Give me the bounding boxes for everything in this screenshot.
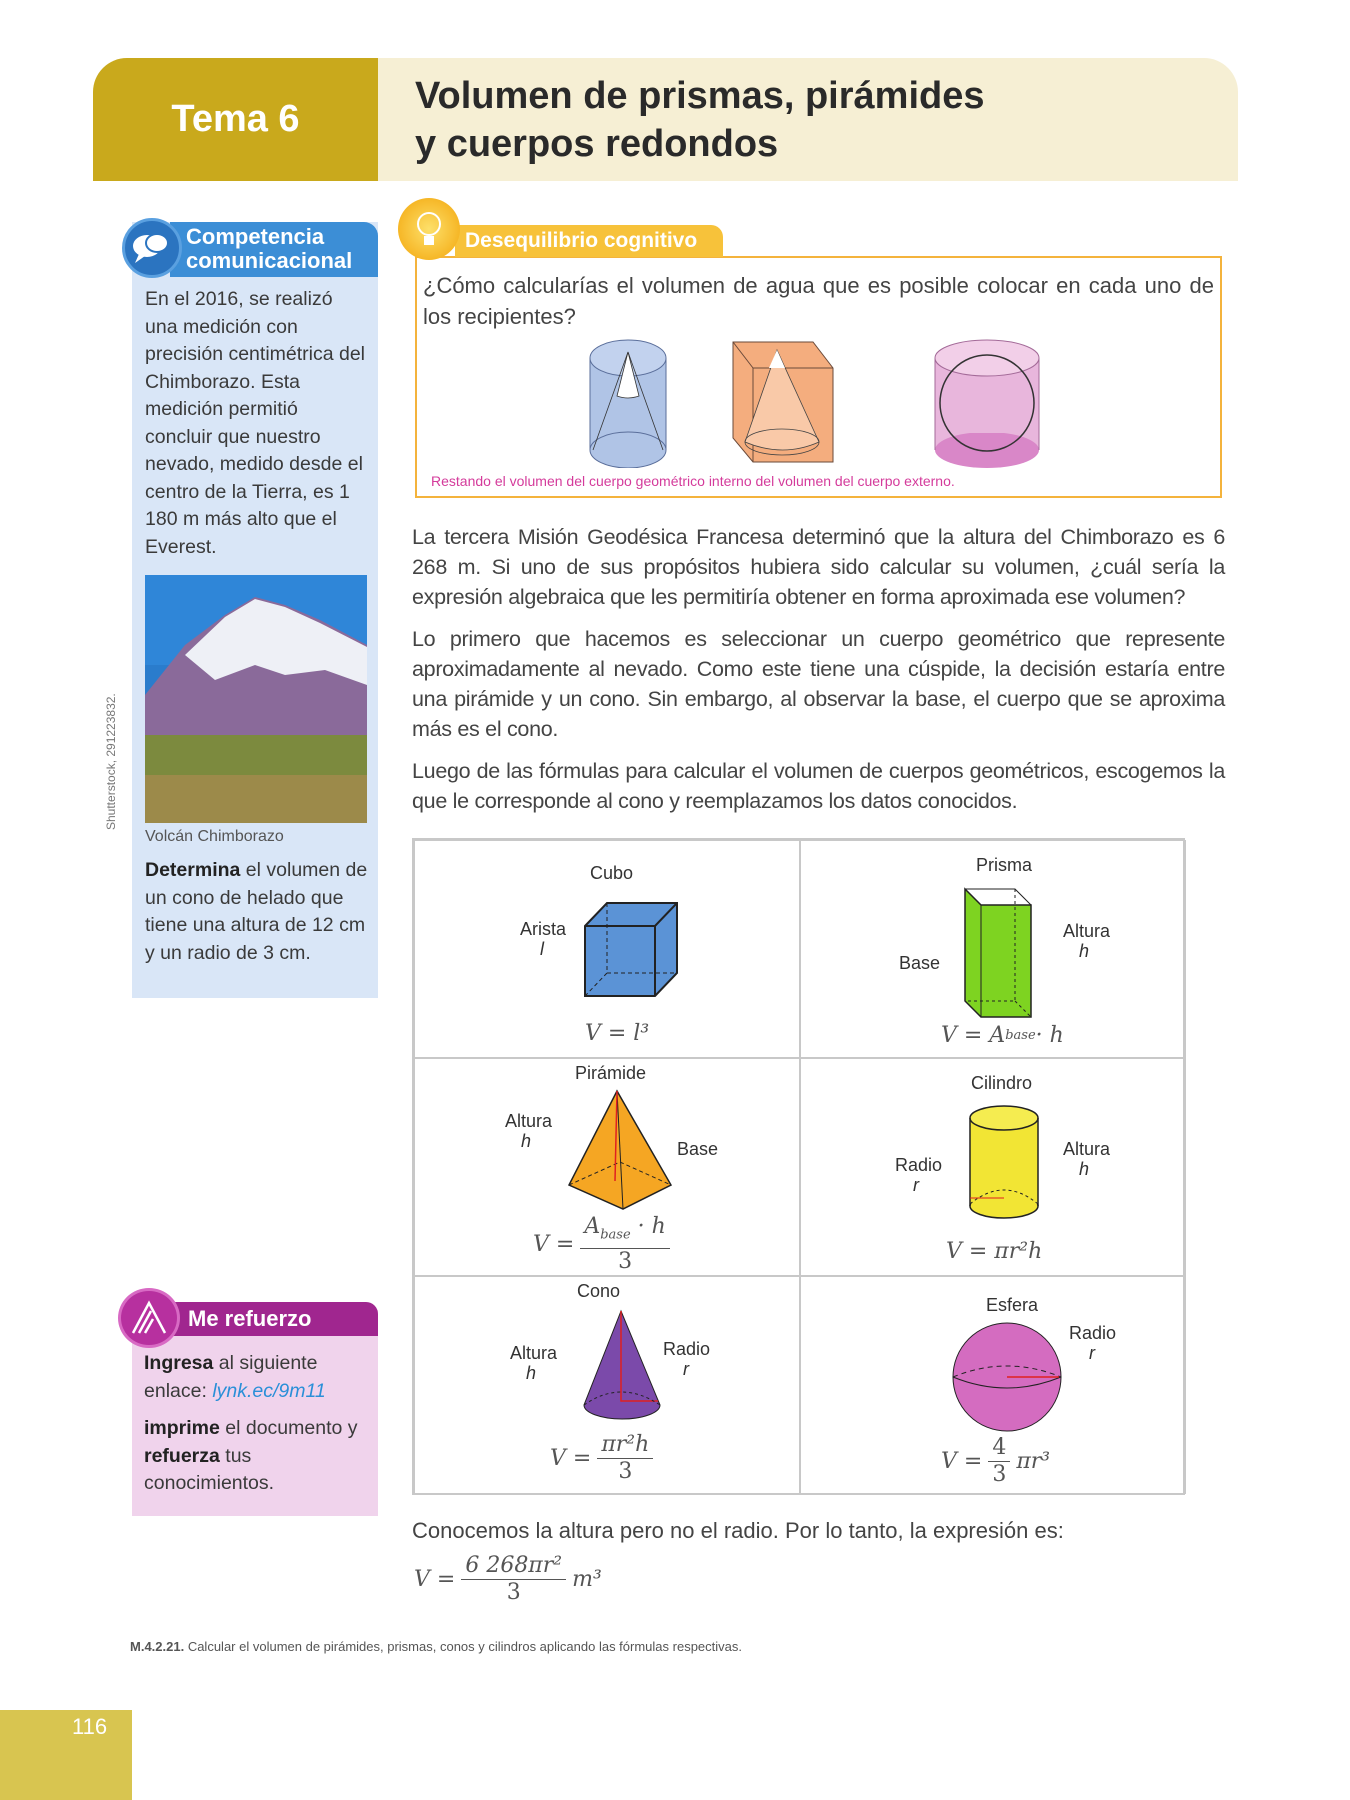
photo-credit: Shutterstock, 291223832.	[104, 693, 118, 830]
pyramid-shape	[565, 1087, 675, 1213]
piramide-numerator: $A_{base} \cdot h$	[580, 1214, 669, 1249]
radio-label-group	[663, 1339, 710, 1379]
altura-var: h	[521, 1131, 532, 1151]
refuerzo-text: Ingresa al siguiente enlace: lynk.ec/9m11 imprime el documento y refuerza tus conocimientos.	[144, 1352, 358, 1494]
cell-piramide	[414, 1058, 800, 1276]
cubo-title: Cubo	[590, 863, 634, 883]
altura-label: Altura	[505, 1111, 553, 1131]
cono-denominator: 3	[618, 1459, 633, 1484]
cylinder-with-sphere	[935, 340, 1039, 468]
esfera-denominator: 3	[992, 1462, 1007, 1487]
tema-label: Tema 6	[171, 98, 300, 140]
cell-cono	[414, 1276, 800, 1494]
desequilibrio-question: ¿Cómo calcularías el volumen de agua que es posible colocar en cada uno de los recipientes?	[423, 273, 1214, 329]
prisma-title: Prisma	[976, 855, 1033, 875]
arista-label: Arista	[520, 919, 567, 939]
desequilibrio-header	[412, 198, 1238, 256]
esfera-title: Esfera	[986, 1295, 1039, 1315]
altura-label-group	[510, 1343, 557, 1383]
arista-label-group	[520, 919, 566, 959]
arista-var: l	[540, 939, 544, 959]
prisma-formula: V = A base · h	[941, 1023, 1064, 1048]
desequilibrio-box	[415, 256, 1222, 498]
cell-esfera	[800, 1276, 1186, 1494]
altura-var: h	[526, 1363, 537, 1383]
lightbulb-icon	[398, 198, 460, 260]
piramide-title: Pirámide	[575, 1063, 647, 1083]
radio-label-group	[1069, 1323, 1116, 1363]
esfera-lhs: V =	[941, 1448, 983, 1474]
piramide-denominator: 3	[618, 1249, 633, 1275]
desequilibrio-answer: Restando el volumen del cuerpo geométrico interno del volumen del cuerpo externo.	[431, 473, 955, 489]
expression-denominator: 3	[506, 1580, 521, 1605]
radio-var: r	[1089, 1343, 1095, 1363]
title-line-2: y cuerpos redondos	[415, 123, 779, 165]
prism-with-cone	[733, 342, 833, 462]
expression-lhs: V =	[414, 1566, 456, 1592]
competencia-task: Determina el volumen de un cono de helado que tiene una altura de 12 cm y un radio de 3 cm.	[145, 859, 368, 964]
refuerzo-logo-icon	[118, 1288, 180, 1348]
cilindro-formula: V = πr²h	[946, 1239, 1043, 1264]
desequilibrio-title: Desequilibrio cognitivo	[455, 225, 723, 257]
final-expression	[412, 1553, 1238, 1615]
altura-var: h	[1079, 1159, 1090, 1179]
page-number: 116	[72, 1714, 108, 1739]
radio-label: Radio	[895, 1155, 943, 1175]
refuerzo-title: Me refuerzo	[160, 1302, 378, 1336]
cylinder-with-cone	[590, 340, 666, 468]
radio-label-group	[895, 1155, 942, 1195]
base-label: Base	[899, 953, 941, 973]
cubo-formula: V = l³	[585, 1021, 650, 1046]
competencia-title: Competencia comunicacional	[170, 222, 378, 277]
curriculum-standard: M.4.2.21. Calcular el volumen de pirámides, prismas, conos y cilindros aplicando las fórmulas respectivas.	[130, 1639, 742, 1654]
containers-illustration	[583, 338, 1063, 468]
altura-label-group	[505, 1111, 552, 1151]
cell-prisma	[800, 840, 1186, 1058]
altura-label-group	[1063, 1139, 1110, 1179]
piramide-lhs: V =	[533, 1231, 575, 1257]
cell-cubo	[414, 840, 800, 1058]
esfera-numerator: 4	[988, 1435, 1010, 1462]
paragraph-3: Luego de las fórmulas para calcular el volumen de cuerpos geométricos, escogemos la que le corresponde al cono y reemplazamos los datos conocidos.	[412, 759, 1225, 813]
paragraph-1: La tercera Misión Geodésica Francesa determinó que la altura del Chimborazo es 6 268 m. Si uno de sus propósitos hubiera sido calcular su volumen, ¿cuál sería la expresión algebraica que les permitiría obtener en forma aproximada ese volumen?	[412, 525, 1225, 609]
esfera-formula	[941, 1435, 1050, 1488]
altura-label: Altura	[510, 1343, 558, 1363]
photo-caption: Volcán Chimborazo	[145, 828, 284, 845]
piramide-formula	[533, 1214, 670, 1275]
competencia-panel	[132, 222, 378, 998]
cono-title: Cono	[577, 1281, 621, 1301]
expression-unit: m³	[572, 1566, 602, 1592]
cylinder-shape	[966, 1104, 1046, 1224]
page-title	[415, 72, 984, 168]
chimborazo-photo	[145, 575, 367, 823]
expression-numerator: 6 268πr²	[461, 1553, 566, 1580]
title-line-1: Volumen de prismas, pirámides	[415, 75, 985, 117]
cube-shape	[575, 891, 685, 1001]
page-number-block	[0, 1710, 132, 1800]
conclusion-text: Conocemos la altura pero no el radio. Por lo tanto, la expresión es:	[412, 1518, 1064, 1543]
cilindro-title: Cilindro	[971, 1073, 1033, 1093]
base-label: Base	[677, 1139, 719, 1159]
paragraph-2: Lo primero que hacemos es seleccionar un cuerpo geométrico que represente aproximadamente al nevado. Como este tiene una cúspide, la decisión estaría entre una pirámide y un cono. Sin embargo, al observar la base, el cuerpo que se aproxima más es el cono.	[412, 627, 1225, 741]
radio-var: r	[913, 1175, 919, 1195]
formula-table	[412, 838, 1185, 1495]
cono-lhs: V =	[550, 1445, 592, 1471]
cono-numerator: πr²h	[597, 1432, 653, 1459]
refuerzo-link[interactable]: lynk.ec/9m11	[212, 1379, 326, 1402]
cono-formula	[550, 1432, 653, 1485]
altura-label-group	[1063, 921, 1110, 961]
radio-label: Radio	[1069, 1323, 1117, 1343]
speech-bubbles-icon	[122, 218, 182, 278]
competencia-text: En el 2016, se realizó una medición con precisión centimétrica del Chimborazo. Esta medición permitió concluir que nuestro nevado, medido desde el centro de la Tierra, es 1 180 m más alto que el Everest.	[145, 288, 366, 558]
radio-var: r	[683, 1359, 689, 1379]
altura-label: Altura	[1063, 1139, 1111, 1159]
esfera-tail: πr³	[1016, 1448, 1051, 1474]
altura-var: h	[1079, 941, 1090, 961]
prism-shape	[961, 881, 1061, 1021]
altura-label: Altura	[1063, 921, 1111, 941]
cone-shape	[580, 1309, 670, 1424]
radio-label: Radio	[663, 1339, 711, 1359]
sphere-shape	[951, 1319, 1066, 1437]
cell-cilindro	[800, 1058, 1186, 1276]
